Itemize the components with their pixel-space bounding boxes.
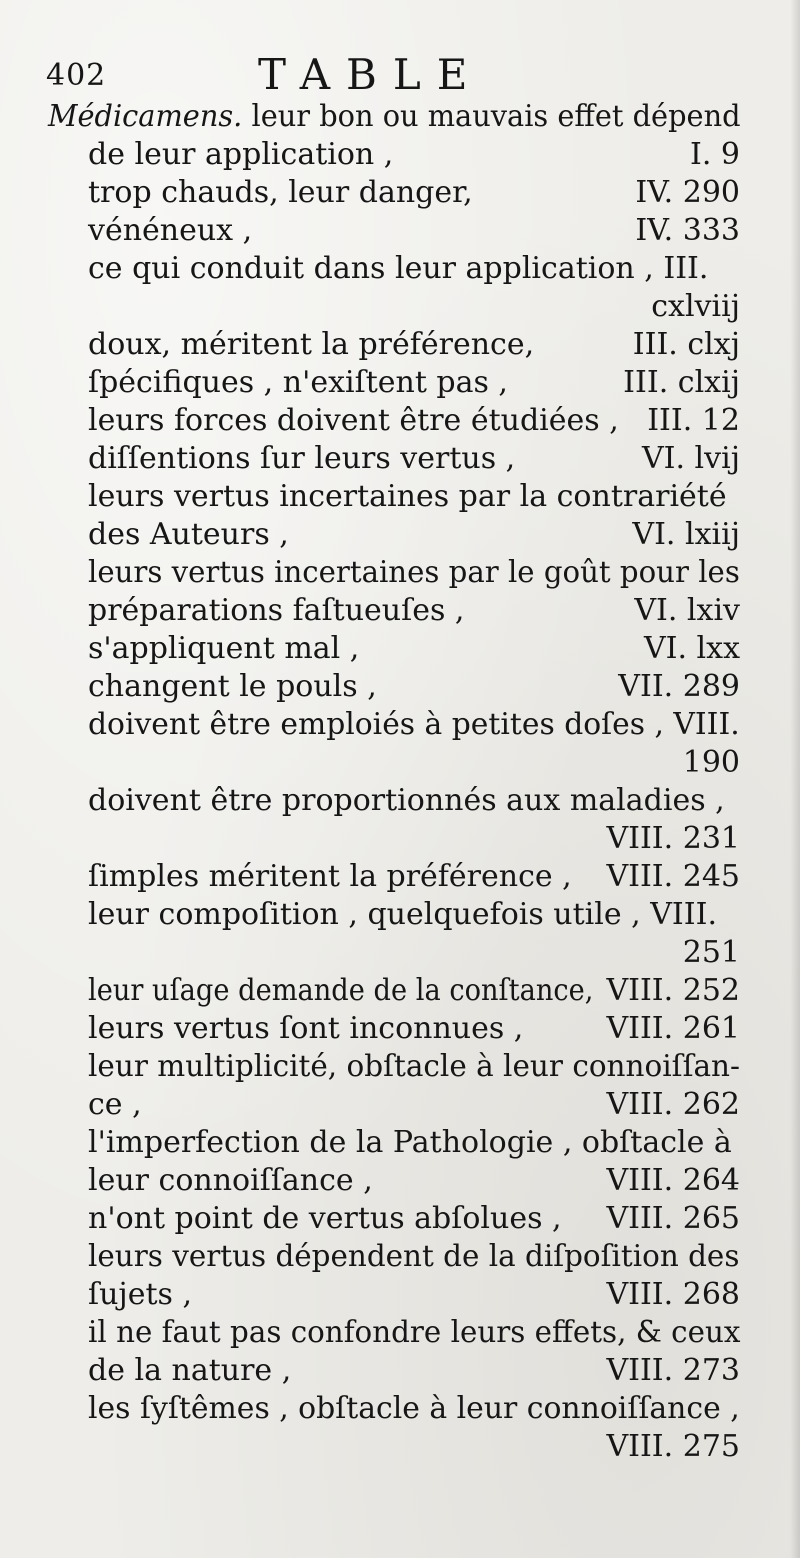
page-number: 402 [46,58,107,93]
index-line-reference: VI. lxx [643,631,740,666]
index-line [88,326,740,364]
index-line-reference: III. clxij [623,365,740,400]
page-edge-shadow [790,0,800,1558]
index-line [88,250,740,288]
index-line [88,1314,740,1352]
index-line [88,212,740,250]
index-line [88,934,740,972]
index-line [88,668,740,706]
index-line-reference: I. 9 [689,137,740,172]
index-line [88,1010,740,1048]
index-line [88,896,740,934]
index-line [88,1428,740,1466]
index-line [88,1276,740,1314]
index-line-reference: VI. lvij [641,441,740,476]
index-line-text: doivent être emploiés à petites doſes , VIII. [88,707,740,742]
index-line-reference: VIII. 231 [606,821,740,856]
index-line-text: leurs vertus incertaines par la contrariété [88,479,727,514]
index-line-text: leurs forces doivent être étudiées , [88,403,619,438]
index-line-reference: VIII. 245 [606,859,740,894]
index-line-text: leur connoiſſance , [88,1163,373,1198]
index-line-text: leur multiplicité, obſtacle à leur connoiſſan- [88,1049,740,1084]
index-line [88,1352,740,1390]
index-line-text: changent le pouls , [88,669,377,704]
index-line-reference: 251 [682,935,740,970]
index-line [48,98,740,136]
index-line-text: leurs vertus dépendent de la diſpoſition des [88,1239,740,1274]
index-line-reference: VIII. 252 [606,973,740,1008]
index-line [88,440,740,478]
index-line-body: leur bon ou mauvais effet dépend [251,99,741,134]
index-line-reference: III. 12 [647,403,740,438]
index-line-text [48,98,741,136]
index-line-text: trop chauds, leur danger, [88,175,473,210]
index-line [88,1238,740,1276]
index-line [88,972,740,1010]
index-line-reference: 190 [682,745,740,780]
index-line [88,402,740,440]
index-line-text: leurs vertus incertaines par le goût pour les [88,555,740,590]
index-line-text: ce , [88,1087,142,1122]
index-line [88,174,740,212]
index-line-reference: IV. 290 [635,175,740,210]
index-line-reference: IV. 333 [635,213,740,248]
running-header [0,50,800,100]
index-line-text: n'ont point de vertus abſolues , [88,1201,562,1236]
index-line-reference: VIII. 264 [606,1163,740,1198]
index-line-text: de la nature , [88,1353,292,1388]
running-title: TABLE [258,50,484,99]
index-line [88,478,740,516]
index-line [88,1390,740,1428]
index-line-reference: VIII. 261 [606,1011,740,1046]
index-line [88,516,740,554]
index-line-text: les ſyſtêmes , obſtacle à leur connoiſſance , [88,1391,740,1426]
index-line [88,554,740,592]
index-line [88,820,740,858]
index-line-text: de leur application , [88,137,394,172]
index-line-text: préparations faſtueuſes , [88,593,465,628]
index-line-text: vénéneux , [88,213,253,248]
index-line-text: doux, méritent la préférence, [88,327,535,362]
index-line-reference: VIII. 273 [606,1353,740,1388]
index-line-text: ſpécifiques , n'exiſtent pas , [88,365,508,400]
index-line-text: l'imperfection de la Pathologie , obſtacle à [88,1125,732,1160]
index-line [88,630,740,668]
index-line-text: doivent être proportionnés aux maladies , [88,783,725,818]
index-line [88,288,740,326]
index-line [88,136,740,174]
index-line [88,706,740,744]
index-line [88,1200,740,1238]
index-line-reference: VIII. 275 [606,1429,740,1464]
index-line [88,782,740,820]
index-line-text: ſimples méritent la préférence , [88,859,572,894]
index-line [88,1162,740,1200]
index-line-text: ſujets , [88,1277,193,1312]
index-line [88,744,740,782]
index-line [88,1048,740,1086]
index-line-reference: VII. 289 [618,669,740,704]
index-line-text: leurs vertus ſont inconnues , [88,1011,524,1046]
index-line-text: ce qui conduit dans leur application , III. [88,251,709,286]
index-line-text: leur compoſition , quelquefois utile , VIII. [88,897,717,932]
index-line-reference: III. clxj [632,327,740,362]
index-line-reference: VIII. 265 [606,1201,740,1236]
index-line-reference: VI. lxiij [632,517,740,552]
index-line-text: diſſentions ſur leurs vertus , [88,441,516,476]
index-line-reference: VIII. 262 [606,1087,740,1122]
index-line-reference: cxlviij [651,289,740,324]
index-line [88,592,740,630]
index-line-reference: VI. lxiv [634,593,740,628]
index-line-text: s'appliquent mal , [88,631,360,666]
index-line-text: il ne faut pas confondre leurs effets, & ceux [88,1315,741,1350]
index-line [88,858,740,896]
index-line [88,1086,740,1124]
index-line [88,1124,740,1162]
head-word: Médicamens. [48,99,243,134]
index-line [88,364,740,402]
index-line-reference: VIII. 268 [606,1277,740,1312]
index-line-text: des Auteurs , [88,517,289,552]
index-line-text: leur uſage demande de la conſtance, [88,973,594,1008]
